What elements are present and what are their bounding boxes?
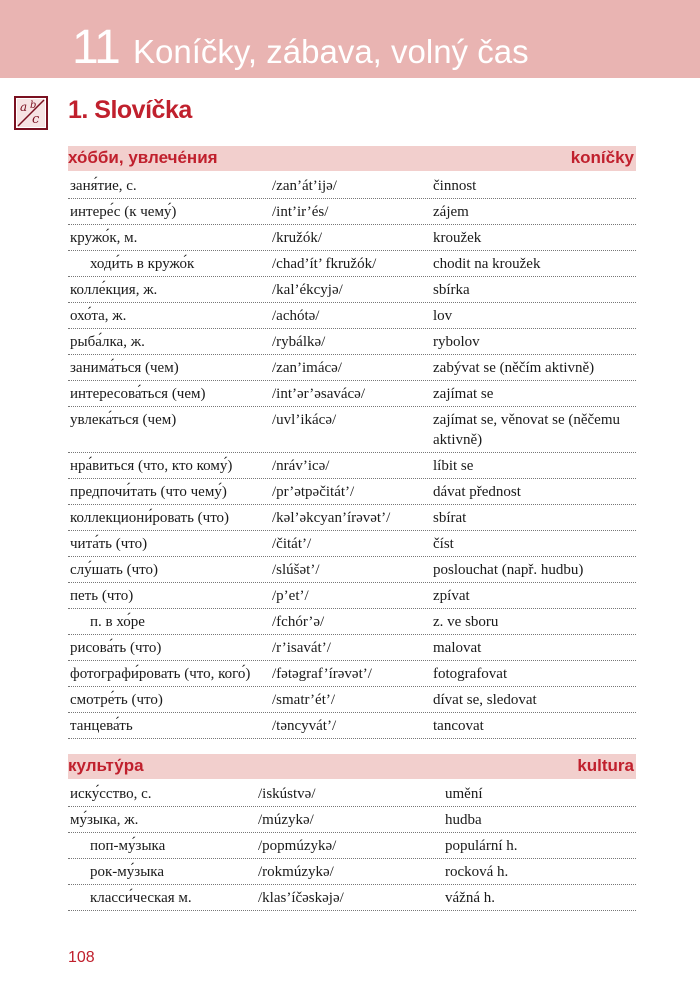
vocab-row [68,251,636,277]
vocab-row [68,479,636,505]
vocab-row [68,355,636,381]
russian-term: му́зыка, ж. [70,812,139,828]
vocab-row [68,807,636,833]
pronunciation: /kružók/ [272,230,322,246]
russian-term: рисова́ть (что) [70,640,162,656]
czech-translation: sbírat [433,510,467,526]
pronunciation: /rokmúzykǝ/ [258,864,334,880]
vocab-header-culture [68,754,636,779]
russian-term: интересова́ться (чем) [70,386,206,402]
czech-translation: rybolov [433,334,480,350]
pronunciation: /kal’ékcyjǝ/ [272,282,343,298]
pronunciation: /r’isavát’/ [272,640,331,656]
czech-translation: zpívat [433,588,470,604]
pronunciation: /múzykǝ/ [258,812,314,828]
vocab-row [68,199,636,225]
pronunciation: /popmúzykǝ/ [258,838,337,854]
russian-term: охо́та, ж. [70,308,127,324]
russian-term: иску́сство, с. [70,786,152,802]
pronunciation: /nráv’icǝ/ [272,458,330,474]
russian-term: нра́виться (что, кто кому́) [70,458,233,474]
vocab-row [68,173,636,199]
czech-translation: dívat se, sledovat [433,692,537,708]
pronunciation: /čitát’/ [272,536,312,552]
vocab-row [68,609,636,635]
czech-translation: líbit se [433,458,474,474]
russian-term: поп-му́зыка [90,838,166,854]
russian-term: интере́с (к чему́) [70,204,177,220]
czech-translation: tancovat [433,718,484,734]
czech-translation: malovat [433,640,482,656]
russian-term: рыба́лка, ж. [70,334,145,350]
czech-translation: lov [433,308,453,324]
czech-translation: chodit na kroužek [433,256,541,272]
czech-translation: vážná h. [445,890,495,906]
pronunciation: /int’ǝr’ǝsavácǝ/ [272,386,365,402]
header-russian: хо́бби, увлече́ния [68,148,218,167]
vocab-row [68,833,636,859]
czech-translation: kroužek [433,230,482,246]
vocab-row [68,781,636,807]
pronunciation: /fchór’ǝ/ [272,614,325,630]
pronunciation: /kǝl’ǝkcyan’írǝvǝt’/ [272,510,391,526]
czech-translation: sbírka [433,282,470,298]
pronunciation: /rybálkǝ/ [272,334,326,350]
vocab-list-culture [68,781,636,911]
pronunciation: /uvl’ikácǝ/ [272,412,337,428]
russian-term: чита́ть (что) [70,536,148,552]
chapter-banner [0,0,700,78]
czech-translation: zajímat se [433,386,494,402]
pronunciation: /zan’át’ijǝ/ [272,178,337,194]
pronunciation: /int’ir’és/ [272,204,329,220]
czech-translation: populární h. [445,838,518,854]
russian-term: петь (что) [70,588,134,604]
page-number: 108 [68,949,95,966]
vocab-row [68,885,636,911]
chapter-title: Koníčky, zábava, volný čas [133,33,529,70]
vocab-row [68,635,636,661]
vocab-row [68,661,636,687]
pronunciation: /slúšǝt’/ [272,562,320,578]
czech-translation: dávat přednost [433,484,521,500]
pronunciation: /fǝtǝgraf’írǝvǝt’/ [272,666,372,682]
russian-term: класси́ческая м. [90,890,192,906]
vocab-row [68,225,636,251]
czech-translation: z. ve sboru [433,614,499,630]
chapter-number: 11 [72,21,120,74]
vocab-row [68,583,636,609]
pronunciation: /iskústvǝ/ [258,786,316,802]
vocab-row [68,329,636,355]
czech-translation: hudba [445,812,482,828]
pronunciation: /tǝncyvát’/ [272,718,337,734]
russian-term: танцева́ть [70,718,133,734]
svg-text:b: b [30,100,37,111]
czech-translation: zájem [433,204,469,220]
russian-term: колле́кция, ж. [70,282,158,298]
czech-translation: zabývat se (něčím aktivně) [433,360,595,376]
vocab-list-hobbies [68,173,636,739]
czech-translation: zajímat se, věnovat se (něčemu aktivně) [433,412,621,448]
russian-term: смотре́ть (что) [70,692,163,708]
vocab-row [68,859,636,885]
vocab-header-hobbies [68,146,636,171]
vocab-row [68,531,636,557]
pronunciation: /achótǝ/ [272,308,320,324]
czech-translation: činnost [433,178,477,194]
vocab-row [68,713,636,739]
russian-term: слу́шать (что) [70,562,159,578]
russian-term: увлека́ться (чем) [70,412,177,428]
czech-translation: poslouchat (např. hudbu) [433,562,584,578]
vocab-row [68,303,636,329]
svg-text:c: c [32,112,40,127]
russian-term: коллекциони́ровать (что) [70,510,230,526]
pronunciation: /chad’ít’ fkružók/ [272,256,377,272]
czech-translation: rocková h. [445,864,509,880]
pronunciation: /klas’íčǝskǝjǝ/ [258,890,344,906]
czech-translation: umění [445,786,483,802]
pronunciation: /p’et’/ [272,588,309,604]
russian-term: рок-му́зыка [90,864,164,880]
vocab-row [68,381,636,407]
vocab-row [68,687,636,713]
vocab-row [68,407,636,453]
russian-term: занима́ться (чем) [70,360,179,376]
czech-translation: číst [433,536,454,552]
russian-term: п. в хо́ре [90,614,145,630]
svg-text:a: a [20,100,28,114]
vocab-row [68,277,636,303]
pronunciation: /pr’ǝtpǝčitát’/ [272,484,355,500]
section-title: 1. Slovíčka [68,96,192,124]
czech-translation: fotografovat [433,666,508,682]
pronunciation: /smatr’ét’/ [272,692,336,708]
header-russian: культу́ра [68,756,144,775]
russian-term: фотографи́ровать (что, кого́) [70,666,251,682]
dictionary-abc-icon [14,96,48,130]
header-czech: kultura [577,756,634,775]
vocab-row [68,505,636,531]
pronunciation: /zan’imácǝ/ [272,360,342,376]
russian-term: ходи́ть в кружо́к [90,256,195,272]
vocab-row [68,453,636,479]
russian-term: кружо́к, м. [70,230,138,246]
vocab-row [68,557,636,583]
header-czech: koníčky [570,148,634,167]
russian-term: предпочи́тать (что чему́) [70,484,227,500]
russian-term: заня́тие, с. [70,178,137,194]
